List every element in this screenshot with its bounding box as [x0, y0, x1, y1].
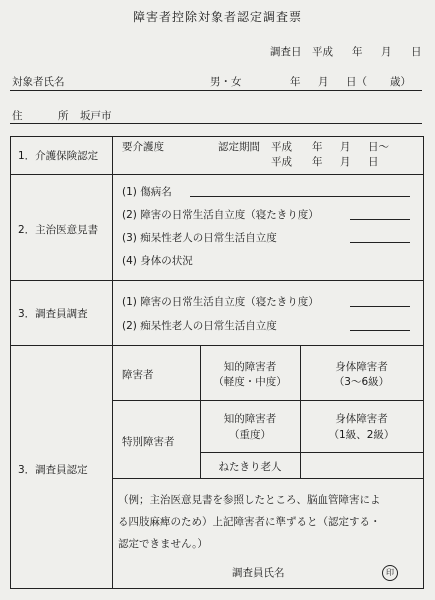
- survey-item-2-blank: [350, 330, 410, 331]
- diagnosis-blank: [190, 196, 410, 197]
- disabled-physical-1: 身体障害者: [335, 361, 388, 373]
- period-to-day: 日: [368, 156, 379, 168]
- disabled-row-label: 障害者: [122, 369, 154, 381]
- row-divider-2: [10, 280, 424, 281]
- opinion-item-2-blank: [350, 219, 410, 220]
- survey-date-month: 月: [381, 46, 392, 58]
- address-label-1: 住: [12, 110, 23, 122]
- birth-year: 年: [290, 76, 301, 88]
- row-divider-1: [10, 174, 424, 175]
- special-disabled-row-label: 特別障害者: [122, 436, 175, 448]
- note-line-1: （例；主治医意見書を参照したところ、脳血管障害によ: [118, 494, 381, 506]
- birth-day: 日（: [346, 76, 367, 88]
- note-line-2: る四肢麻痺のため）上記障害者に準ずると（認定する・: [118, 516, 381, 528]
- special-intellectual-2: （重度）: [229, 429, 271, 441]
- special-physical-1: 身体障害者: [335, 413, 388, 425]
- subject-sex: 男・女: [210, 76, 242, 88]
- section-3a-label: 3．調査員調査: [18, 308, 88, 320]
- address-underline: [10, 123, 422, 124]
- address-label-2: 所: [58, 110, 69, 122]
- table-right-border: [423, 136, 424, 589]
- row-divider-3: [10, 345, 424, 346]
- table-top-border: [10, 136, 424, 137]
- table-left-border: [10, 136, 11, 589]
- opinion-item-3-blank: [350, 242, 410, 243]
- care-level-label: 要介護度: [122, 141, 164, 153]
- survey-date-era: 平成: [312, 46, 333, 58]
- grid-row-2: [200, 452, 424, 453]
- survey-date-year: 年: [352, 46, 363, 58]
- opinion-item-3: (3) 痴呆性老人の日常生活自立度: [122, 232, 277, 244]
- label-column-border: [112, 136, 113, 589]
- disabled-intellectual-2: （軽度・中度）: [213, 376, 287, 388]
- survey-item-2: (2) 痴呆性老人の日常生活自立度: [122, 320, 277, 332]
- grid-row-3: [112, 478, 424, 479]
- disabled-physical-2: （3～6級）: [333, 376, 390, 388]
- address-value: 坂戸市: [80, 110, 112, 122]
- opinion-item-4: (4) 身体の状況: [122, 255, 193, 267]
- period-from-era: 平成: [271, 141, 292, 153]
- survey-item-1-blank: [350, 306, 410, 307]
- period-to-month: 月: [340, 156, 351, 168]
- disabled-intellectual-1: 知的障害者: [223, 361, 277, 373]
- birth-month: 月: [318, 76, 329, 88]
- page-title: 障害者控除対象者認定調査票: [132, 10, 302, 24]
- opinion-item-2: (2) 障害の日常生活自立度（寝たきり度）: [122, 209, 319, 221]
- subject-name-label: 対象者氏名: [12, 76, 65, 88]
- special-intellectual-1: 知的障害者: [223, 413, 277, 425]
- grid-row-1: [112, 400, 424, 401]
- period-from-year: 年: [312, 141, 323, 153]
- opinion-item-1: (1) 傷病名: [122, 186, 172, 198]
- survey-date-day: 日: [411, 46, 422, 58]
- special-physical-2: （1級、2級）: [328, 429, 395, 441]
- seal-mark: 印: [382, 565, 398, 581]
- bedridden-elderly: ねたきり老人: [218, 461, 282, 473]
- section-1-label: 1．介護保険認定: [18, 150, 99, 162]
- period-to-era: 平成: [271, 156, 292, 168]
- section-3b-label: 3．調査員認定: [18, 464, 88, 476]
- survey-item-1: (1) 障害の日常生活自立度（寝たきり度）: [122, 296, 319, 308]
- age: 歳）: [390, 76, 411, 88]
- survey-date-label: 調査日: [270, 46, 302, 58]
- period-to-year: 年: [312, 156, 323, 168]
- period-label: 認定期間: [218, 141, 260, 153]
- period-from-day: 日～: [368, 141, 389, 153]
- period-from-month: 月: [340, 141, 351, 153]
- surveyor-name-label: 調査員氏名: [232, 567, 285, 579]
- section-2-label: 2．主治医意見書: [18, 224, 99, 236]
- note-line-3: 認定できません。）: [118, 538, 208, 550]
- table-bottom-border: [10, 588, 424, 589]
- subject-underline: [10, 90, 422, 91]
